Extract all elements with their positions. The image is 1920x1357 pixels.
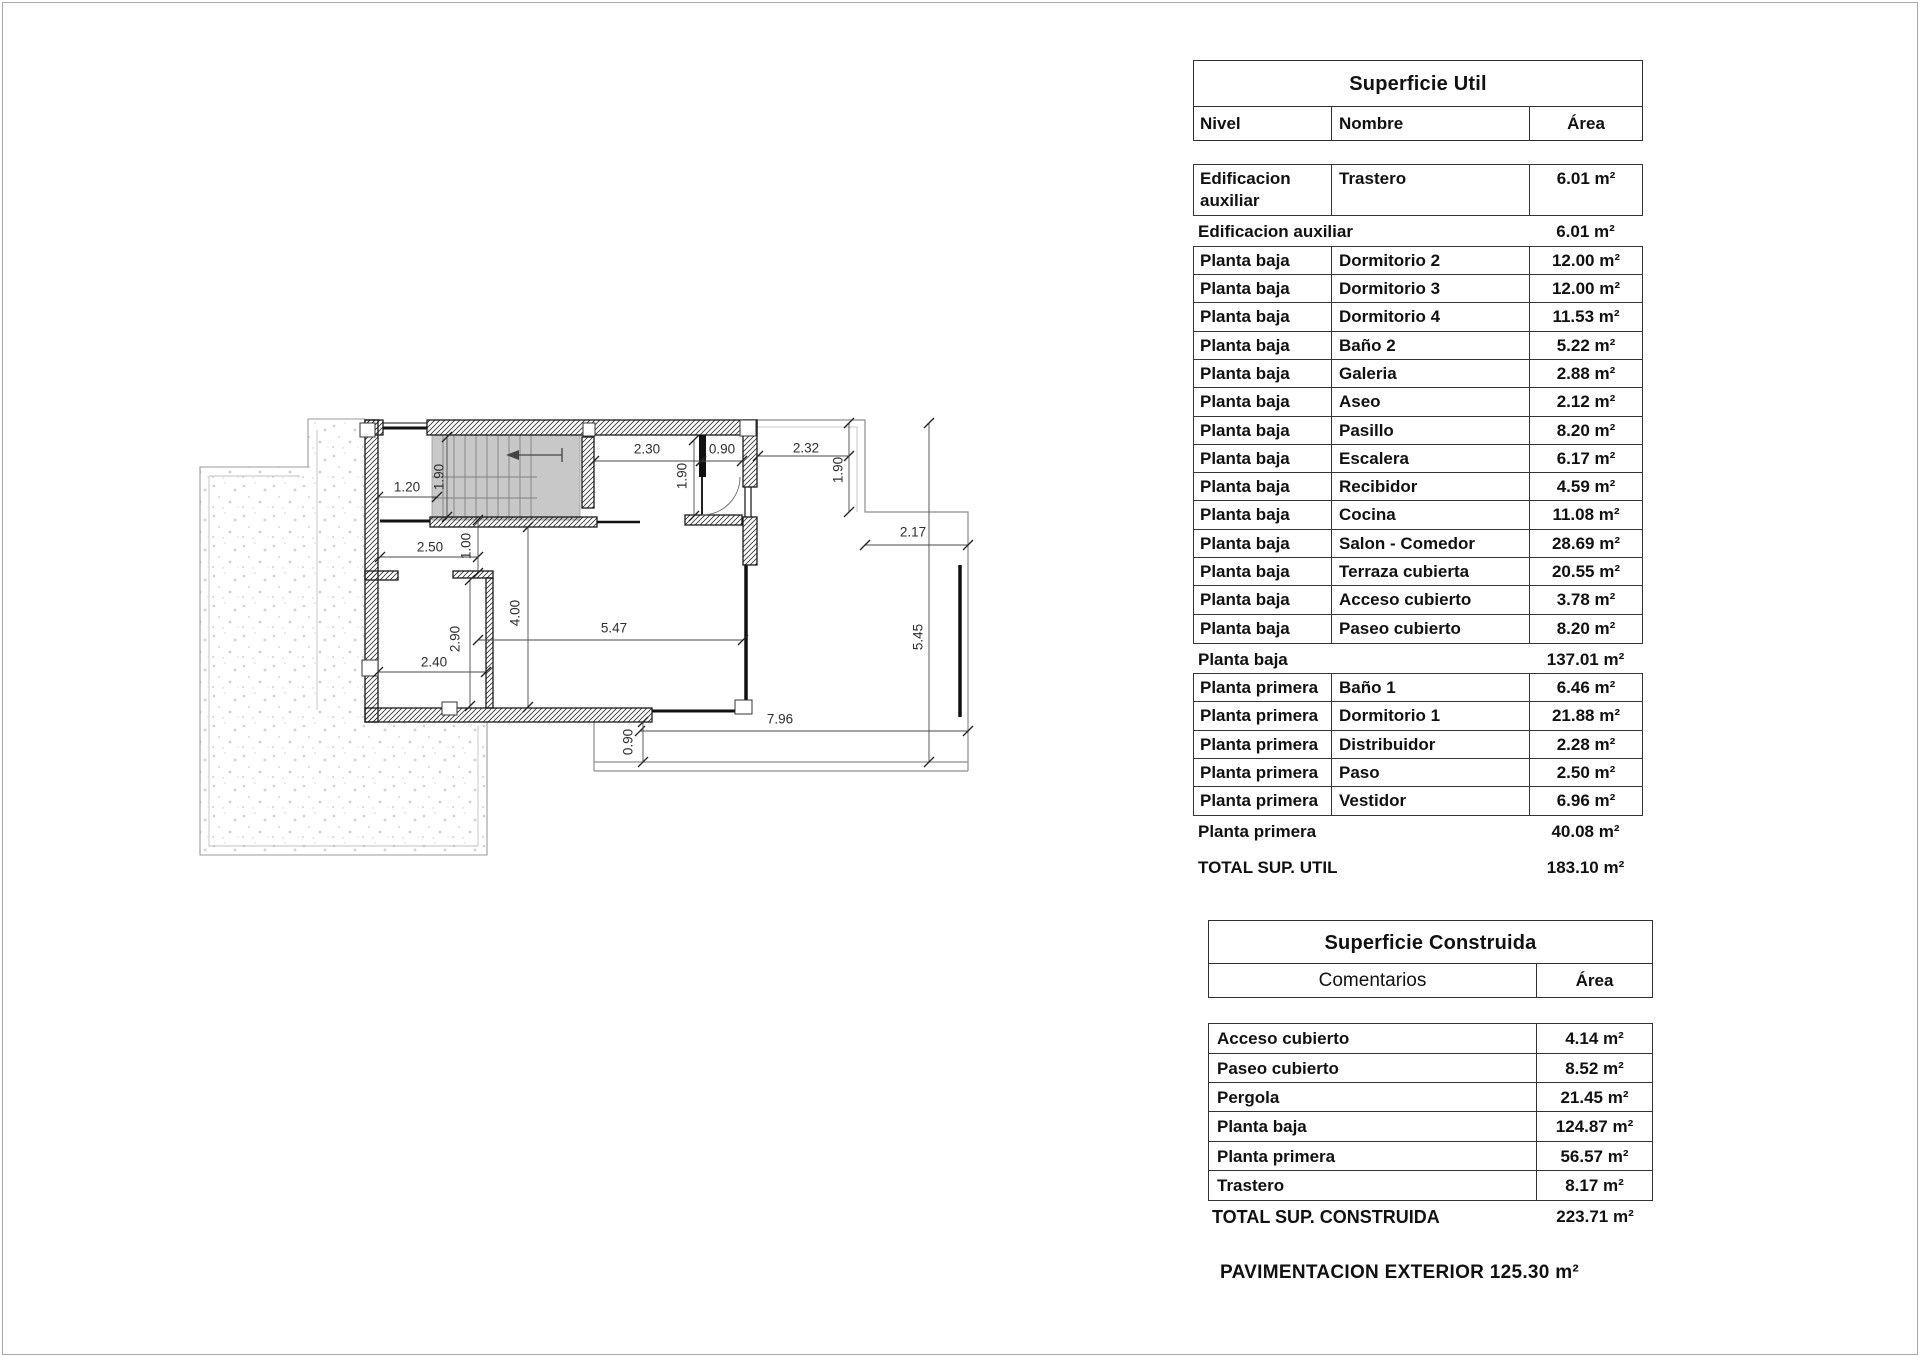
util-row: Planta baja Dormitorio 4 11.53 m² [1193,302,1643,332]
superficie-util-table [1193,60,1643,883]
col-header-nombre: Nombre [1331,107,1529,140]
dimension-label: 1.20 [393,479,421,495]
col-header-area: Área [1529,107,1642,140]
door-swing-arc [702,477,740,515]
construida-row: Paseo cubierto 8.52 m² [1208,1053,1653,1084]
dimension-label: 1.90 [674,462,690,490]
dimension-label: 1.00 [458,532,474,560]
util-row: Planta primera Baño 1 6.46 m² [1193,673,1643,703]
total-construida-label: TOTAL SUP. CONSTRUIDA [1212,1206,1440,1227]
util-row: Planta primera Paso 2.50 m² [1193,758,1643,788]
col-header-comentarios: Comentarios [1318,970,1427,991]
dimension-label: 5.47 [600,620,628,636]
util-row: Planta baja Recibidor 4.59 m² [1193,472,1643,502]
superficie-util-header [1193,60,1643,141]
dimension-label: 7.96 [766,711,794,727]
dimension-label: 0.90 [620,728,636,756]
total-construida-row [1208,1202,1653,1232]
util-row: Planta baja Terraza cubierta 20.55 m² [1193,557,1643,587]
pavimentacion-exterior-note: PAVIMENTACION EXTERIOR 125.30 m² [1220,1262,1580,1283]
superficie-construida-header [1208,920,1653,998]
door-jamb-wall [699,435,706,477]
stairs [432,435,580,520]
col-header-nivel: Nivel [1200,114,1241,133]
dimension-label: 5.45 [910,623,926,651]
util-row: Planta baja Acceso cubierto 3.78 m² [1193,585,1643,615]
dimension-label: 2.40 [420,654,448,670]
util-row: Planta baja Dormitorio 2 12.00 m² [1193,246,1643,276]
dimension-label: 2.32 [792,440,820,456]
dimension-label: 1.90 [431,463,447,491]
util-subtotal-row: Edificacion auxiliar 6.01 m² [1198,222,1615,242]
util-row: Planta baja Baño 2 5.22 m² [1193,331,1643,361]
dimension-label: 2.90 [447,625,463,653]
util-row: Planta baja Escalera 6.17 m² [1193,444,1643,474]
util-row: Planta primera Dormitorio 1 21.88 m² [1193,701,1643,731]
col-header-area: Área [1536,964,1652,997]
util-subtotal-row: Planta primera 40.08 m² [1198,822,1620,842]
util-row: Planta baja Galeria 2.88 m² [1193,359,1643,389]
superficie-util-title: Superficie Util [1349,73,1487,95]
util-total-row: TOTAL SUP. UTIL 183.10 m² [1198,858,1625,878]
total-construida-value: 223.71 m² [1556,1206,1634,1226]
construida-row: Pergola 21.45 m² [1208,1082,1653,1113]
util-subtotal-row: Planta baja 137.01 m² [1198,649,1625,669]
util-row: Planta baja Dormitorio 3 12.00 m² [1193,274,1643,304]
superficie-util-rows [1193,164,1643,883]
superficie-construida-title: Superficie Construida [1324,932,1537,954]
dimension-label: 2.50 [416,539,444,555]
construida-row: Planta baja 124.87 m² [1208,1111,1653,1142]
util-row: Edificacion auxiliar Trastero 6.01 m² [1193,164,1643,216]
util-row: Planta baja Cocina 11.08 m² [1193,500,1643,530]
superficie-util-columns [1194,106,1642,140]
dimension-label: 4.00 [507,599,523,627]
util-row: Planta baja Paseo cubierto 8.20 m² [1193,614,1643,644]
construida-row: Planta primera 56.57 m² [1208,1141,1653,1172]
construida-row: Trastero 8.17 m² [1208,1170,1653,1201]
superficie-construida-rows [1208,1023,1653,1201]
dimension-label: 0.90 [708,441,736,457]
construida-row: Acceso cubierto 4.14 m² [1208,1023,1653,1054]
superficie-construida-columns [1209,963,1652,997]
dimension-label: 2.30 [633,441,661,457]
util-row: Planta primera Vestidor 6.96 m² [1193,786,1643,816]
dimension-label: 2.17 [899,524,927,540]
util-row: Planta primera Distribuidor 2.28 m² [1193,730,1643,760]
util-row: Planta baja Aseo 2.12 m² [1193,387,1643,417]
util-row: Planta baja Salon - Comedor 28.69 m² [1193,529,1643,559]
dimension-label: 1.90 [830,456,846,484]
util-row: Planta baja Pasillo 8.20 m² [1193,416,1643,446]
superficie-construida-table [1208,920,1653,1232]
